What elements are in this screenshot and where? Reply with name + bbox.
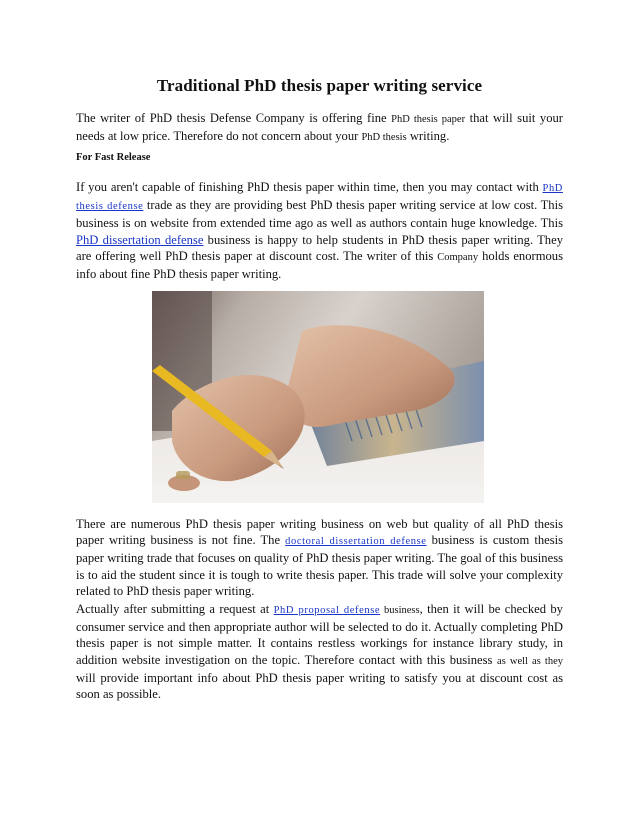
phd-proposal-defense-link[interactable]: PhD proposal defense [273, 605, 381, 616]
phd-dissertation-defense-link[interactable]: PhD dissertation defense [76, 232, 204, 247]
paragraph-text: Actually after submitting a request at [76, 602, 274, 616]
paragraph-text: There are numerous PhD thesis paper writing business on web but quality of all PhD thesis paper writing business is not fine. The [76, 517, 563, 548]
intro-small-text: PhD thesis paper [391, 114, 466, 125]
paragraph-small-text: Company [437, 251, 479, 263]
intro-text: The writer of PhD thesis Defense Company is offering fine [76, 111, 392, 125]
paragraph-small-text: as well as they [497, 655, 563, 667]
writing-hand-photo [152, 291, 484, 503]
phd-thesis-defense-link[interactable]: PhD thesis defense [76, 183, 563, 213]
paragraph-text: will provide important info about PhD thesis paper writing to satisfy you at discount cost as soon as possible. [76, 670, 563, 702]
paragraph-text: holds enormous info about fine PhD thesis paper writing. [76, 248, 563, 282]
paragraph-text: , then it will be checked by consumer service and then appropriate author will be selected to do it. Actually completing PhD thesis paper is not simple matter. It contains restless workings for instance library study, in addition website investigation on the topic. Therefore contact with this business [76, 602, 563, 667]
page-title: Traditional PhD thesis paper writing service [156, 76, 483, 95]
paragraph-text: business is happy to help students in PhD thesis paper writing. They are offering well PhD thesis paper at discount cost. The writer of this [76, 232, 563, 263]
intro-text: that will suit your needs at low price. Therefore do not concern about your [76, 111, 563, 144]
paragraph-small-text: business [380, 605, 420, 616]
paragraph-text: trade as they are providing best PhD thesis paper writing service at low cost. This business is on website from extended time ago as well as authors contain huge knowledge. This [76, 198, 563, 231]
intro-small-text: PhD thesis [361, 132, 407, 144]
photo-illustration [152, 291, 484, 503]
intro-paragraph [76, 110, 563, 146]
paragraph-4 [76, 601, 563, 702]
paragraph-3 [76, 516, 563, 599]
paragraph-text: business is custom thesis paper writing trade that focuses on quality of PhD thesis paper writing. The goal of this business is to aid the student since it is tough to write thesis paper. This trade will solve your complexity related to PhD thesis paper writing. [76, 533, 564, 598]
section-label: For Fast Release [76, 152, 151, 163]
paragraph-2 [76, 179, 563, 282]
intro-text: writing. [406, 129, 450, 144]
paragraph-text: If you aren't capable of finishing PhD thesis paper within time, then you may contact with [76, 180, 543, 194]
doctoral-dissertation-defense-link[interactable]: doctoral dissertation defense [285, 536, 427, 548]
